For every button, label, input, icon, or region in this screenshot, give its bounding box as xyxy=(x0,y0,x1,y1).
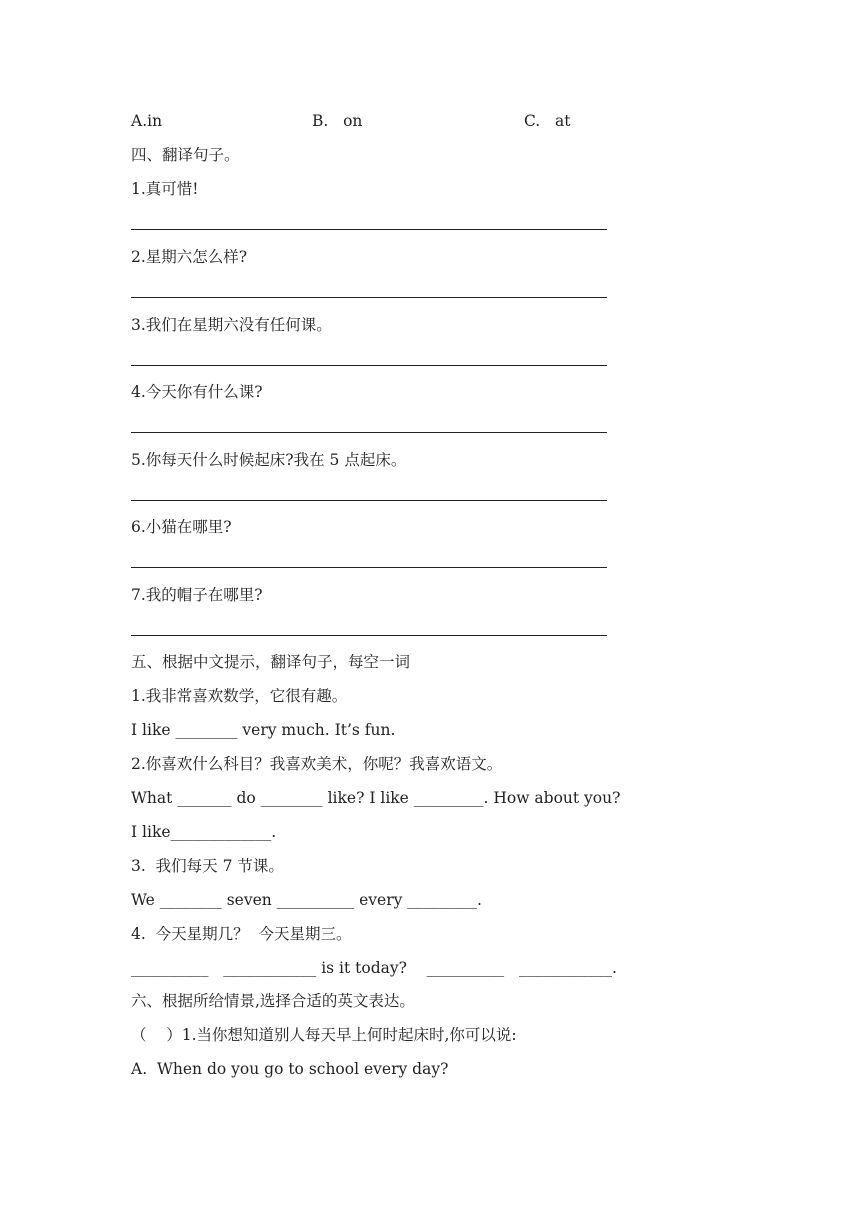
s4-item-5: 5.你每天什么时候起床?我在 5 点起床。 xyxy=(131,451,407,469)
s5-q1-cn: 1.我非常喜欢数学，它很有趣。 xyxy=(131,687,348,705)
s5-q1-en: I like ________ very much. It’s fun. xyxy=(131,721,396,739)
s5-q4-cn: 4. 今天星期几？ 今天星期三。 xyxy=(131,925,352,943)
s5-q3-cn: 3. 我们每天 7 节课。 xyxy=(131,857,284,875)
s4-item-2: 2.星期六怎么样? xyxy=(131,248,248,266)
s5-q2-en1: What _______ do ________ like? I like _________. How about you? xyxy=(131,789,621,807)
s4-item-1: 1.真可惜! xyxy=(131,180,199,198)
s5-q3-en: We ________ seven __________ every _________. xyxy=(131,891,482,909)
option-b: B. on xyxy=(312,112,363,130)
answer-line-5[interactable] xyxy=(131,500,607,501)
option-a: A.in xyxy=(131,112,163,130)
section6-title: 六、根据所给情景,选择合适的英文表达。 xyxy=(131,992,415,1010)
s4-item-3: 3.我们在星期六没有任何课。 xyxy=(131,316,332,334)
section4-title: 四、翻译句子。 xyxy=(131,146,240,164)
answer-line-7[interactable] xyxy=(131,635,607,636)
s5-q4-en: __________ ____________ is it today? __________ ____________. xyxy=(131,959,617,977)
answer-line-3[interactable] xyxy=(131,365,607,366)
s4-item-7: 7.我的帽子在哪里? xyxy=(131,586,263,604)
answer-line-4[interactable] xyxy=(131,432,607,433)
s4-item-4: 4.今天你有什么课? xyxy=(131,383,263,401)
s6-q1-option-a: A. When do you go to school every day? xyxy=(131,1060,449,1078)
answer-line-2[interactable] xyxy=(131,297,607,298)
section5-title: 五、根据中文提示，翻译句子，每空一词 xyxy=(131,653,411,671)
option-c: C. at xyxy=(524,112,571,130)
s6-q1: （ ）1.当你想知道别人每天早上何时起床时,你可以说: xyxy=(131,1026,517,1044)
s5-q2-en2: I like_____________. xyxy=(131,823,277,841)
s4-item-6: 6.小猫在哪里? xyxy=(131,518,232,536)
answer-line-6[interactable] xyxy=(131,567,607,568)
answer-line-1[interactable] xyxy=(131,229,607,230)
s5-q2-cn: 2.你喜欢什么科目？我喜欢美术，你呢？我喜欢语文。 xyxy=(131,755,503,773)
